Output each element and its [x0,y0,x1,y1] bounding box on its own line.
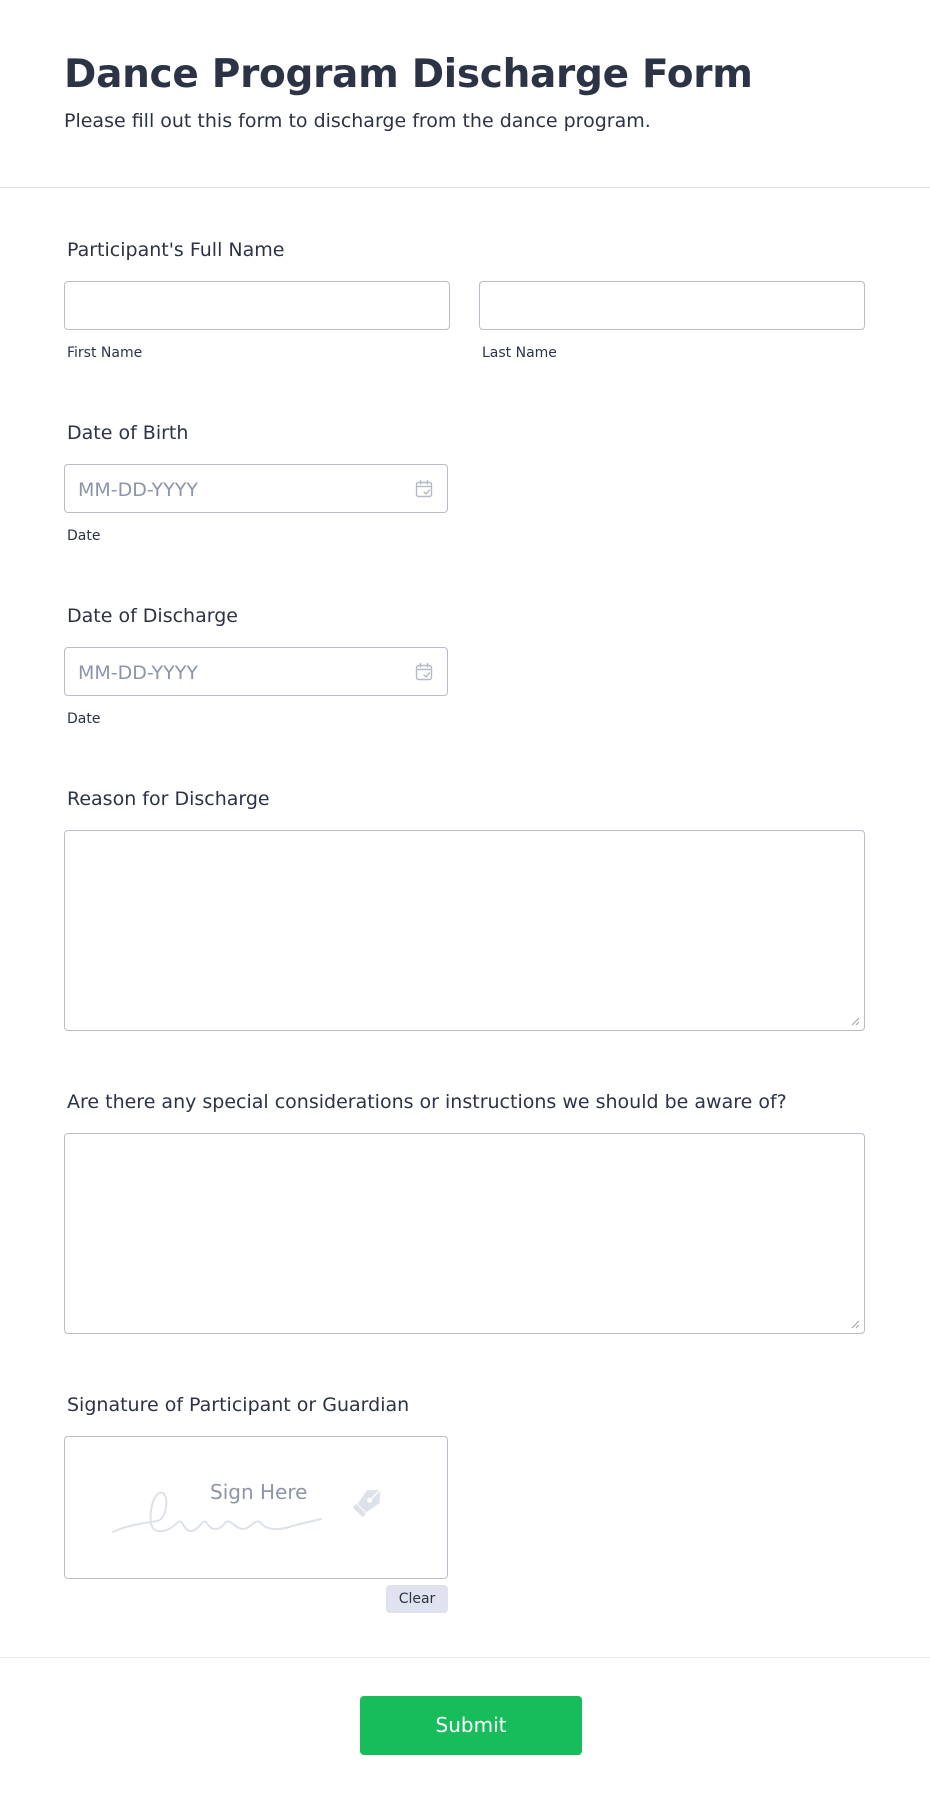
discharge-date-placeholder: MM-DD-YYYY [78,662,198,684]
reason-textarea[interactable] [64,830,865,1031]
calendar-icon[interactable] [414,662,434,682]
clear-signature-button[interactable]: Clear [386,1585,448,1613]
dob-placeholder: MM-DD-YYYY [78,479,198,501]
signature-label: Signature of Participant or Guardian [67,1394,410,1416]
resize-handle-icon[interactable] [850,1319,860,1329]
signature-pad[interactable] [64,1436,448,1579]
full-name-label: Participant's Full Name [67,239,285,261]
form-title: Dance Program Discharge Form [64,52,753,97]
discharge-date-label: Date of Discharge [67,605,238,627]
sign-here-prompt: Sign Here [210,1480,308,1504]
first-name-input[interactable] [64,281,450,330]
first-name-sublabel: First Name [67,345,143,361]
form-header [0,0,930,188]
form-subtitle: Please fill out this form to discharge from the dance program. [64,110,651,132]
dob-input[interactable] [64,464,448,513]
dob-sublabel: Date [67,528,101,544]
submit-button[interactable]: Submit [360,1696,582,1755]
footer-divider [0,1657,930,1658]
resize-handle-icon[interactable] [850,1016,860,1026]
considerations-label: Are there any special considerations or instructions we should be aware of? [67,1091,787,1113]
last-name-input[interactable] [479,281,865,330]
signature-scribble-icon [65,1437,447,1578]
discharge-date-sublabel: Date [67,711,101,727]
reason-label: Reason for Discharge [67,788,270,810]
considerations-textarea[interactable] [64,1133,865,1334]
calendar-icon[interactable] [414,479,434,499]
dob-label: Date of Birth [67,422,189,444]
pen-nib-icon [349,1481,389,1521]
discharge-date-input[interactable] [64,647,448,696]
last-name-sublabel: Last Name [482,345,557,361]
